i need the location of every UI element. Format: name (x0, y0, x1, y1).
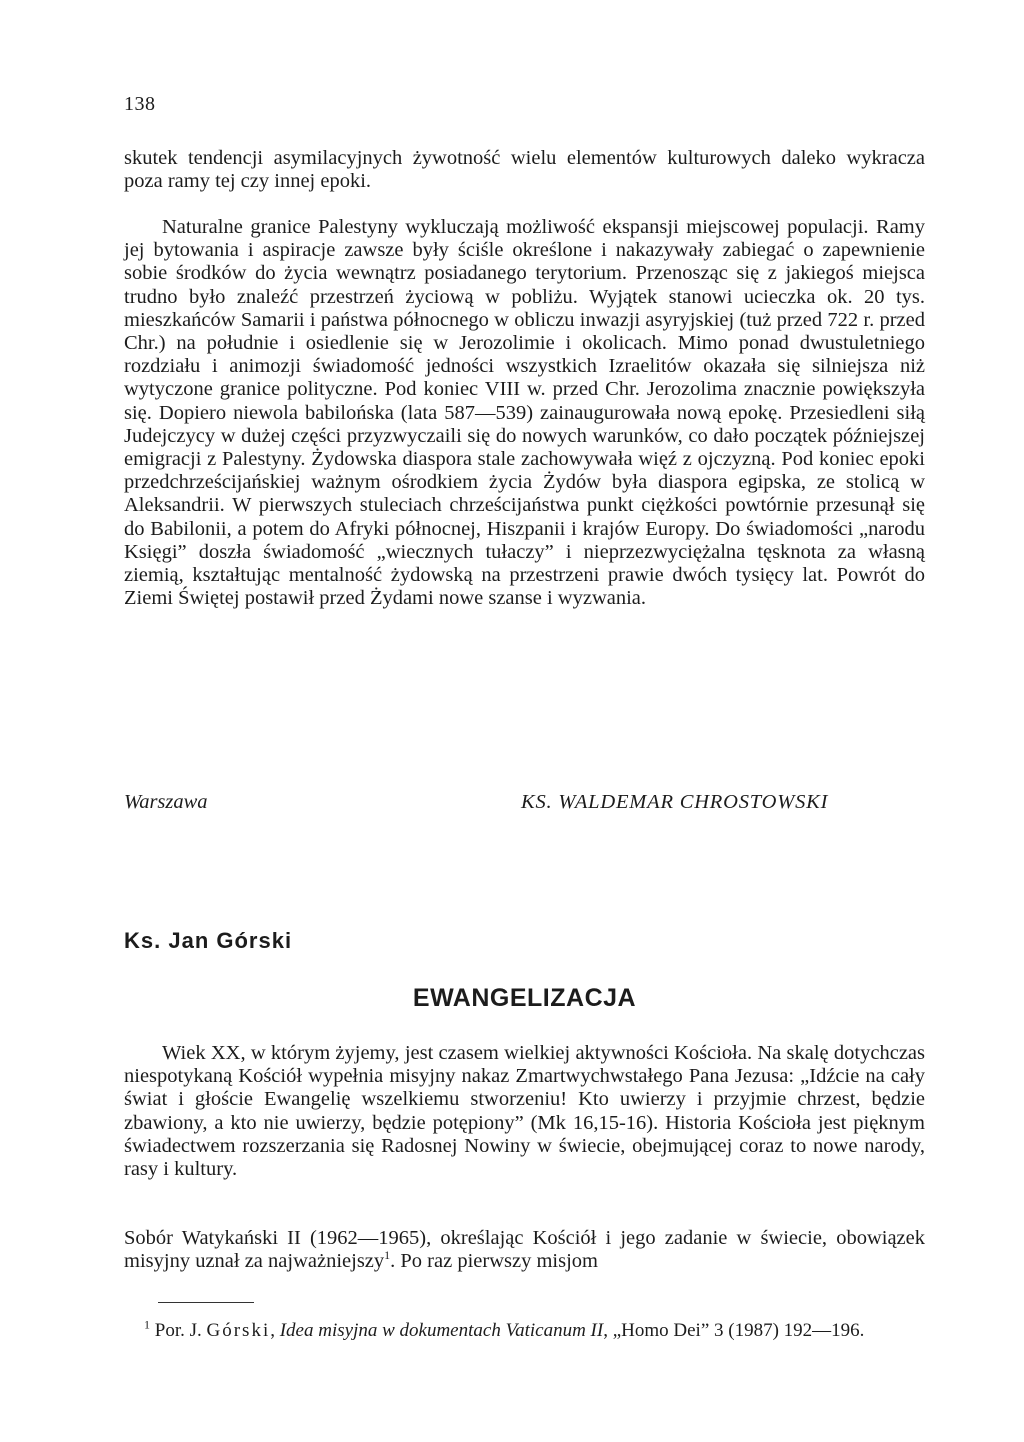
footnote (124, 1317, 925, 1342)
paragraph-palestine-borders: Naturalne granice Palestyny wykluczają możliwość ekspansji miejscowej populacji. Ramy jej bytowania i aspiracje zawsze były ściśle określone i nakazywały zabiegać o zapewnienie sobie środków do życia wewnątrz posiadanego terytorium. Przenosząc się z jakiegoś miejsca trudno było znaleźć przestrzeń życiową w pobliżu. Wyjątek stanowi ucieczka ok. 20 tys. mieszkańców Samarii i państwa północnego w obliczu inwazji asyryjskiej (tuż przed 722 r. przed Chr.) na południe i osiedlenie się w Jerozolimie i okolicach. Mimo ponad dwustuletniego rozdziału i animozji świadomość jedności wszystkich Izraelitów okazała się silniejsza niż wytyczone granice polityczne. Pod koniec VIII w. przed Chr. Jerozolima znacznie powiększyła się. Dopiero niewola babilońska (lata 587—539) zainaugurowała nową epokę. Przesiedleni siłą Judejczycy w dużej części przyzwyczaili się do nowych warunków, co dało początek późniejszej emigracji z Palestyny. Żydowska diaspora stale zachowywała więź z ojczyzną. Pod koniec epoki przedchrześcijańskiej ważnym ośrodkiem życia Żydów była diaspora egipska, ze stolicą w Aleksandrii. W pierwszych stuleciach chrześcijaństwa punkt ciężkości powtórnie przesunął się do Babilonii, a potem do Afryki północnej, Hiszpanii i krajów Europy. Do świadomości „narodu Księgi” doszła świadomość „wiecznych tułaczy” i nieprzezwyciężalna tęsknota za własną ziemią, kształtując mentalność żydowską na przestrzeni prawie dwóch tysięcy lat. Powrót do Ziemi Świętej postawił przed Żydami nowe szanse i wyzwania. (124, 216, 925, 610)
paragraph-council-tail: . Po raz pierwszy misjom (390, 1250, 598, 1273)
footnote-author: Górski (206, 1320, 271, 1341)
paragraph-council (124, 1227, 925, 1273)
paragraph-continuation: skutek tendencji asymilacyjnych żywotność wielu elementów kulturowych daleko wykracza poza ramy tej czy innej epoki. (124, 147, 925, 193)
footnote-number: 1 (144, 1317, 150, 1332)
article-title: EWANGELIZACJA (412, 984, 637, 1012)
paragraph-intro: Wiek XX, w którym żyjemy, jest czasem wielkiej aktywności Kościoła. Na skalę dotychczas niespotykaną Kościół wypełnia misyjny nakaz Zmartwychwstałego Pana Jezusa: „Idźcie na cały świat i głoście Ewangelię wszelkiemu stworzeniu! Kto uwierzy i przyjmie chrzest, będzie zbawiony, a kto nie uwierzy, będzie potępiony” (Mk 16,15-16). Historia Kościoła jest pięknym świadectwem rozszerzania się Radosnej Nowiny w świecie, obejmującej coraz to nowe narody, rasy i kultury. (124, 1042, 925, 1181)
footnote-divider (158, 1302, 254, 1303)
signature-place: Warszawa (124, 791, 208, 813)
footnote-title: Idea misyjna w dokumentach Vaticanum II (279, 1320, 604, 1341)
footnote-rest: , „Homo Dei” 3 (1987) 192—196. (603, 1320, 865, 1341)
footnote-separator: , (270, 1320, 280, 1341)
page-number: 138 (124, 93, 156, 115)
footnote-marker: 1 (384, 1248, 391, 1263)
article-author: Ks. Jan Górski (124, 928, 293, 953)
footnote-prefix: Por. J. (154, 1320, 207, 1341)
signature-author: KS. WALDEMAR CHROSTOWSKI (521, 791, 829, 813)
paragraph-council-text: Sobór Watykański II (1962—1965), określając Kościół i jego zadanie w świecie, obowiązek misyjny uznał za najważniejszy (124, 1227, 925, 1273)
